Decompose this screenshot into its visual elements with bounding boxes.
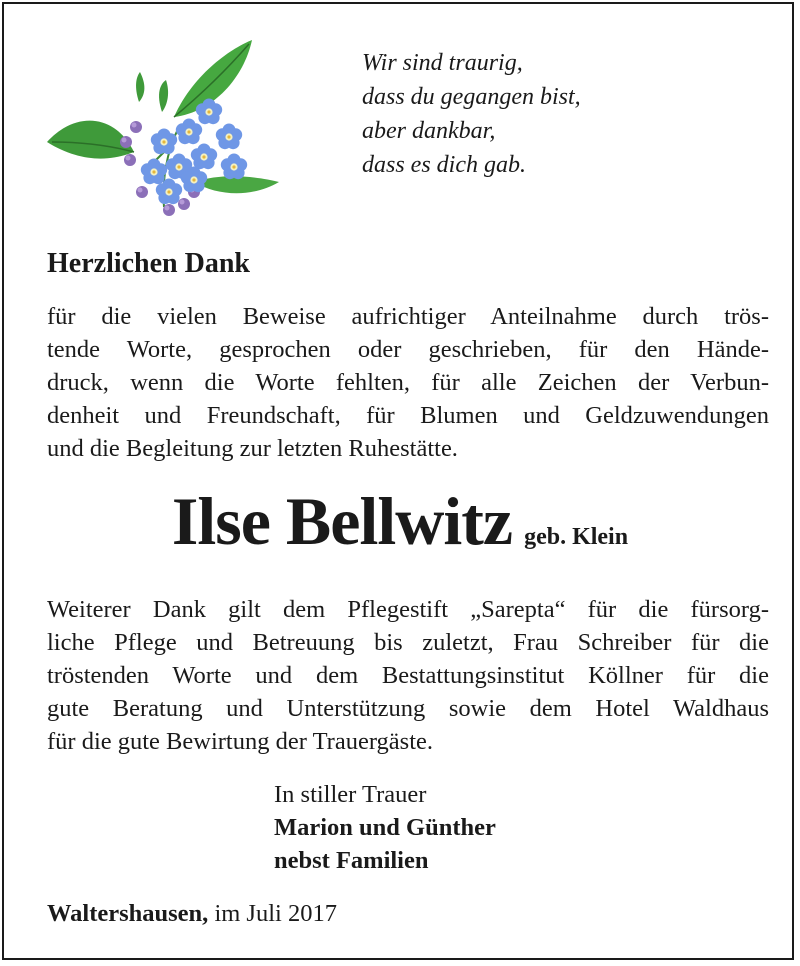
deceased-name-block (4, 482, 796, 561)
thanks-line: liche Pflege und Betreuung bis zuletzt, Frau Schreiber für die (47, 629, 769, 656)
thanks-line: für die gute Bewirtung der Trauergäste. (47, 728, 434, 755)
forget-me-not-flower-icon (44, 32, 284, 222)
mourners-names: Marion und Günther (274, 814, 496, 841)
place: Waltershausen, (47, 900, 209, 927)
thanks-line: gute Beratung und Unterstützung sowie dem Hotel Waldhaus (47, 695, 769, 722)
intro-line: druck, wenn die Worte fehlten, für alle Zeichen der Verbun- (47, 369, 769, 396)
signoff (274, 778, 496, 877)
poem-line: aber dankbar, (362, 118, 496, 144)
obituary-card (2, 2, 794, 960)
heading: Herzlichen Dank (47, 248, 250, 279)
date: im Juli 2017 (208, 900, 337, 927)
intro-paragraph (47, 300, 769, 465)
poem-line: Wir sind traurig, (362, 50, 523, 76)
place-date (47, 900, 337, 928)
thanks-paragraph (47, 593, 769, 758)
intro-line: für die vielen Beweise aufrichtiger Anteilnahme durch trös- (47, 303, 769, 330)
intro-line: denheit und Freundschaft, für Blumen und Geldzuwendungen (47, 402, 769, 429)
poem-line: dass du gegangen bist, (362, 84, 581, 110)
thanks-line: tröstenden Worte und dem Bestattungsinstitut Köllner für die (47, 662, 769, 689)
poem (362, 46, 581, 182)
signoff-line: In stiller Trauer (274, 781, 427, 808)
poem-line: dass es dich gab. (362, 152, 526, 178)
intro-line: tende Worte, gesprochen oder geschrieben, für den Hände- (47, 336, 769, 363)
thanks-line: Weiterer Dank gilt dem Pflegestift „Sarepta“ für die fürsorg- (47, 596, 769, 623)
mourners-families: nebst Familien (274, 847, 429, 874)
deceased-name: Ilse Bellwitz (171, 483, 513, 559)
intro-line: und die Begleitung zur letzten Ruhestätte. (47, 435, 458, 462)
maiden-name: geb. Klein (524, 524, 629, 550)
